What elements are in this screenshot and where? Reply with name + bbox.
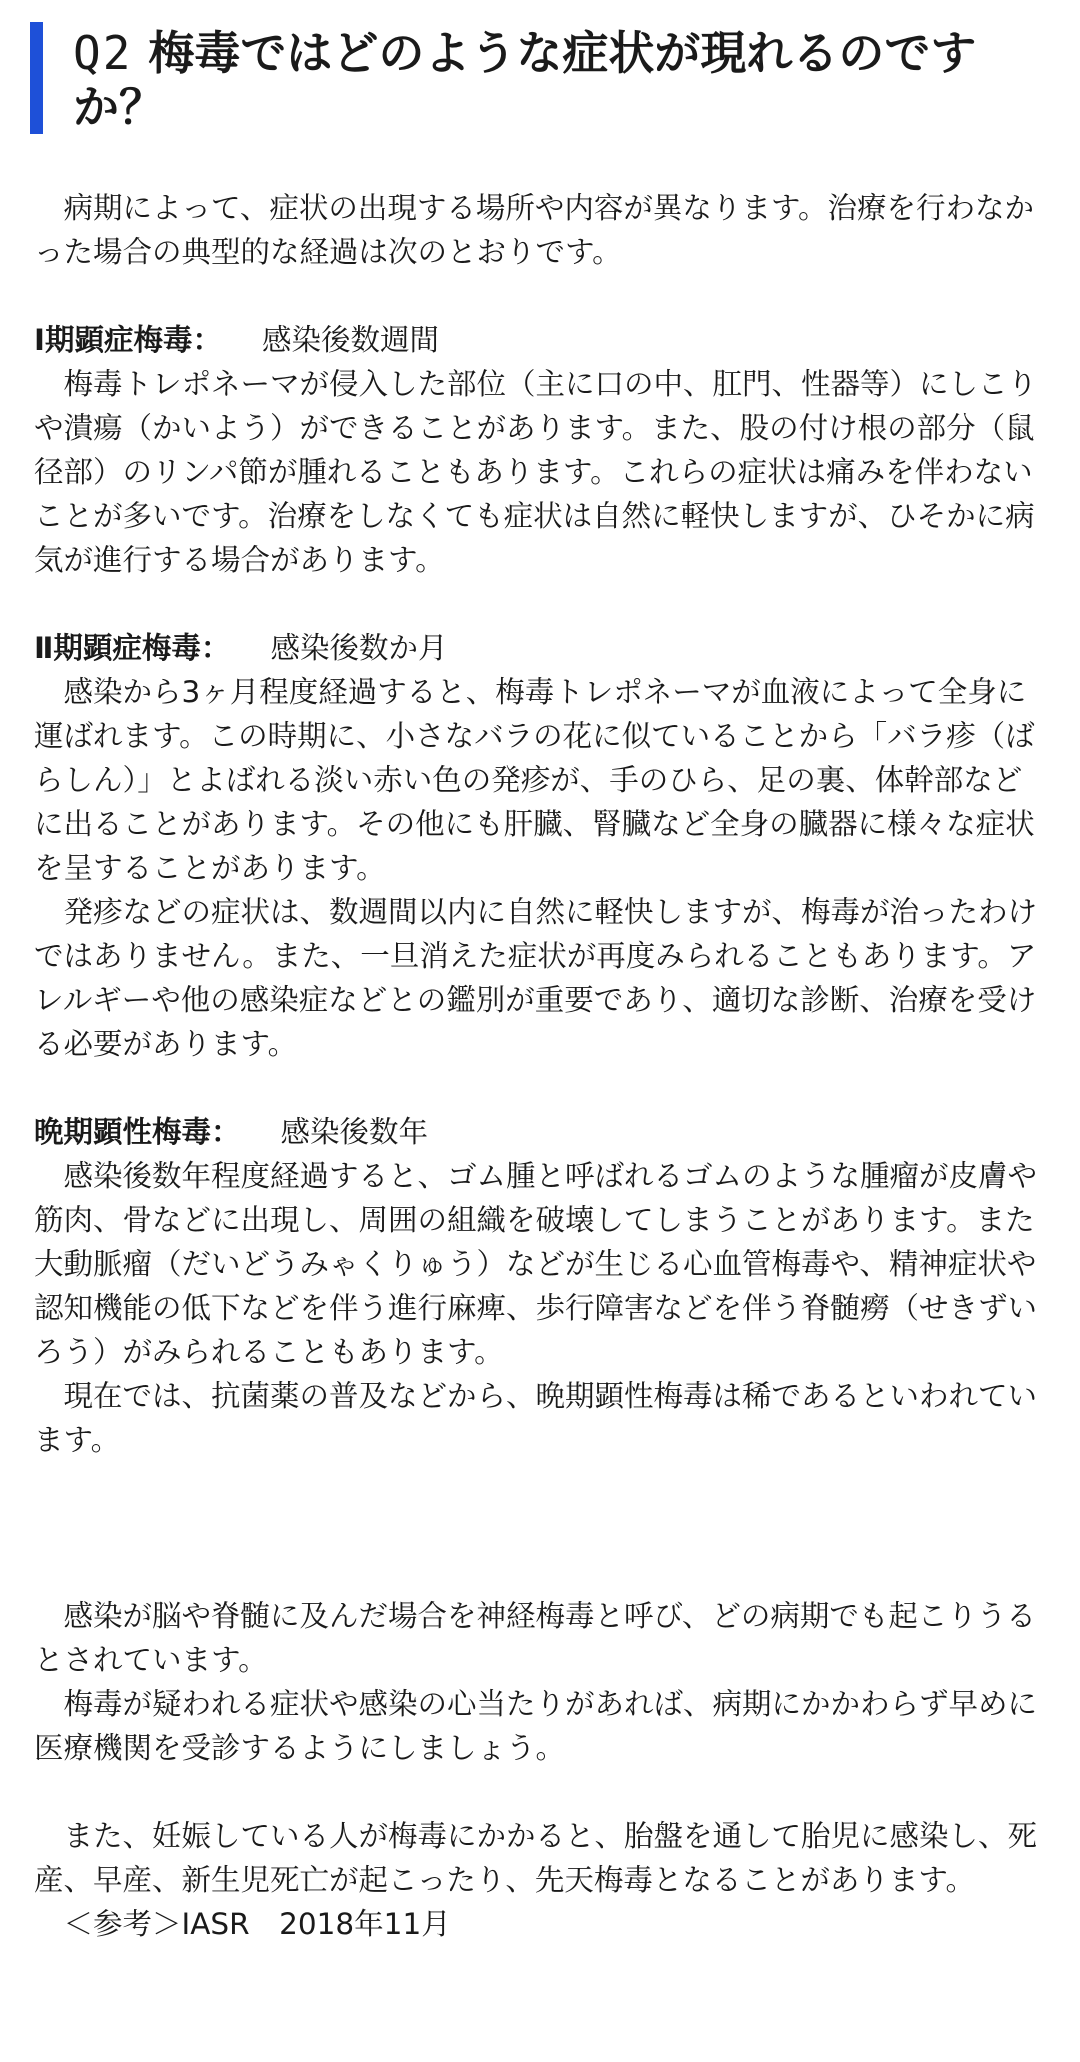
article-body: [34, 186, 1044, 1946]
late-stage-paragraph-1: 感染後数年程度経過すると、ゴム腫と呼ばれるゴムのような腫瘤が皮膚や筋肉、骨などに出現し、周囲の組織を破壊してしまうことがあります。また大動脈瘤（だいどうみゃくりゅう）などが生じる心血管梅毒や、精神症状や認知機能の低下などを伴う進行麻痺、歩行障害などを伴う脊髄癆（せきずいろう）がみられることもあります。: [34, 1159, 1038, 1369]
stage2-title: Ⅱ期顕症梅毒：: [34, 631, 231, 665]
question-title: [73, 26, 1030, 134]
late-stage-title: 晩期顕性梅毒：: [34, 1115, 241, 1149]
intro-paragraph: 病期によって、症状の出現する場所や内容が異なります。治療を行わなかった場合の典型的な経過は次のとおりです。: [34, 191, 1035, 269]
stage1-title: Ⅰ期顕症梅毒：: [34, 323, 222, 357]
stage2-period: 感染後数か月: [270, 631, 448, 665]
stage2-paragraph-2: 発疹などの症状は、数週間以内に自然に軽快しますが、梅毒が治ったわけではありません。また、一旦消えた症状が再度みられることもあります。アレルギーや他の感染症などとの鑑別が重要であり、適切な診断、治療を受ける必要があります。: [34, 895, 1038, 1061]
stage2-section: [34, 626, 1044, 1066]
stage1-paragraph: 梅毒トレポネーマが侵入した部位（主に口の中、肛門、性器等）にしこりや潰瘍（かいよう）ができることがあります。また、股の付け根の部分（鼠径部）のリンパ節が腫れることもあります。これらの症状は痛みを伴わないことが多いです。治療をしなくても症状は自然に軽快しますが、ひそかに病気が進行する場合があります。: [34, 367, 1038, 577]
stage1-header: [34, 318, 1044, 362]
question-number: Q2: [73, 26, 133, 80]
stage1-period: 感染後数週間: [261, 323, 439, 357]
late-stage-section: [34, 1110, 1044, 1462]
question-heading: [30, 22, 1030, 134]
pregnancy-note: また、妊娠している人が梅毒にかかると、胎盤を通して胎児に感染し、死産、早産、新生児死亡が起こったり、先天梅毒となることがあります。: [34, 1819, 1038, 1897]
late-stage-period: 感染後数年: [280, 1115, 429, 1149]
stage2-header: [34, 626, 1044, 670]
stage1-section: [34, 318, 1044, 582]
consult-advice: 梅毒が疑われる症状や感染の心当たりがあれば、病期にかかわらず早めに医療機関を受診するようにしましょう。: [34, 1687, 1038, 1765]
reference-note: ＜参考＞IASR 2018年11月: [63, 1907, 451, 1941]
question-title-text: 梅毒ではどのような症状が現れるのですか？: [73, 26, 977, 134]
stage2-paragraph-1: 感染から3ヶ月程度経過すると、梅毒トレポネーマが血液によって全身に運ばれます。この時期に、小さなバラの花に似ていることから「バラ疹（ばらしん）」とよばれる淡い赤い色の発疹が、手のひら、足の裏、体幹部などに出ることがあります。その他にも肝臓、腎臓など全身の臓器に様々な症状を呈することがあります。: [34, 675, 1035, 885]
neurosyphilis-note: 感染が脳や脊髄に及んだ場合を神経梅毒と呼び、どの病期でも起こりうるとされています。: [34, 1599, 1036, 1677]
late-stage-header: [34, 1110, 1044, 1154]
late-stage-paragraph-2: 現在では、抗菌薬の普及などから、晩期顕性梅毒は稀であるといわれています。: [34, 1379, 1038, 1457]
